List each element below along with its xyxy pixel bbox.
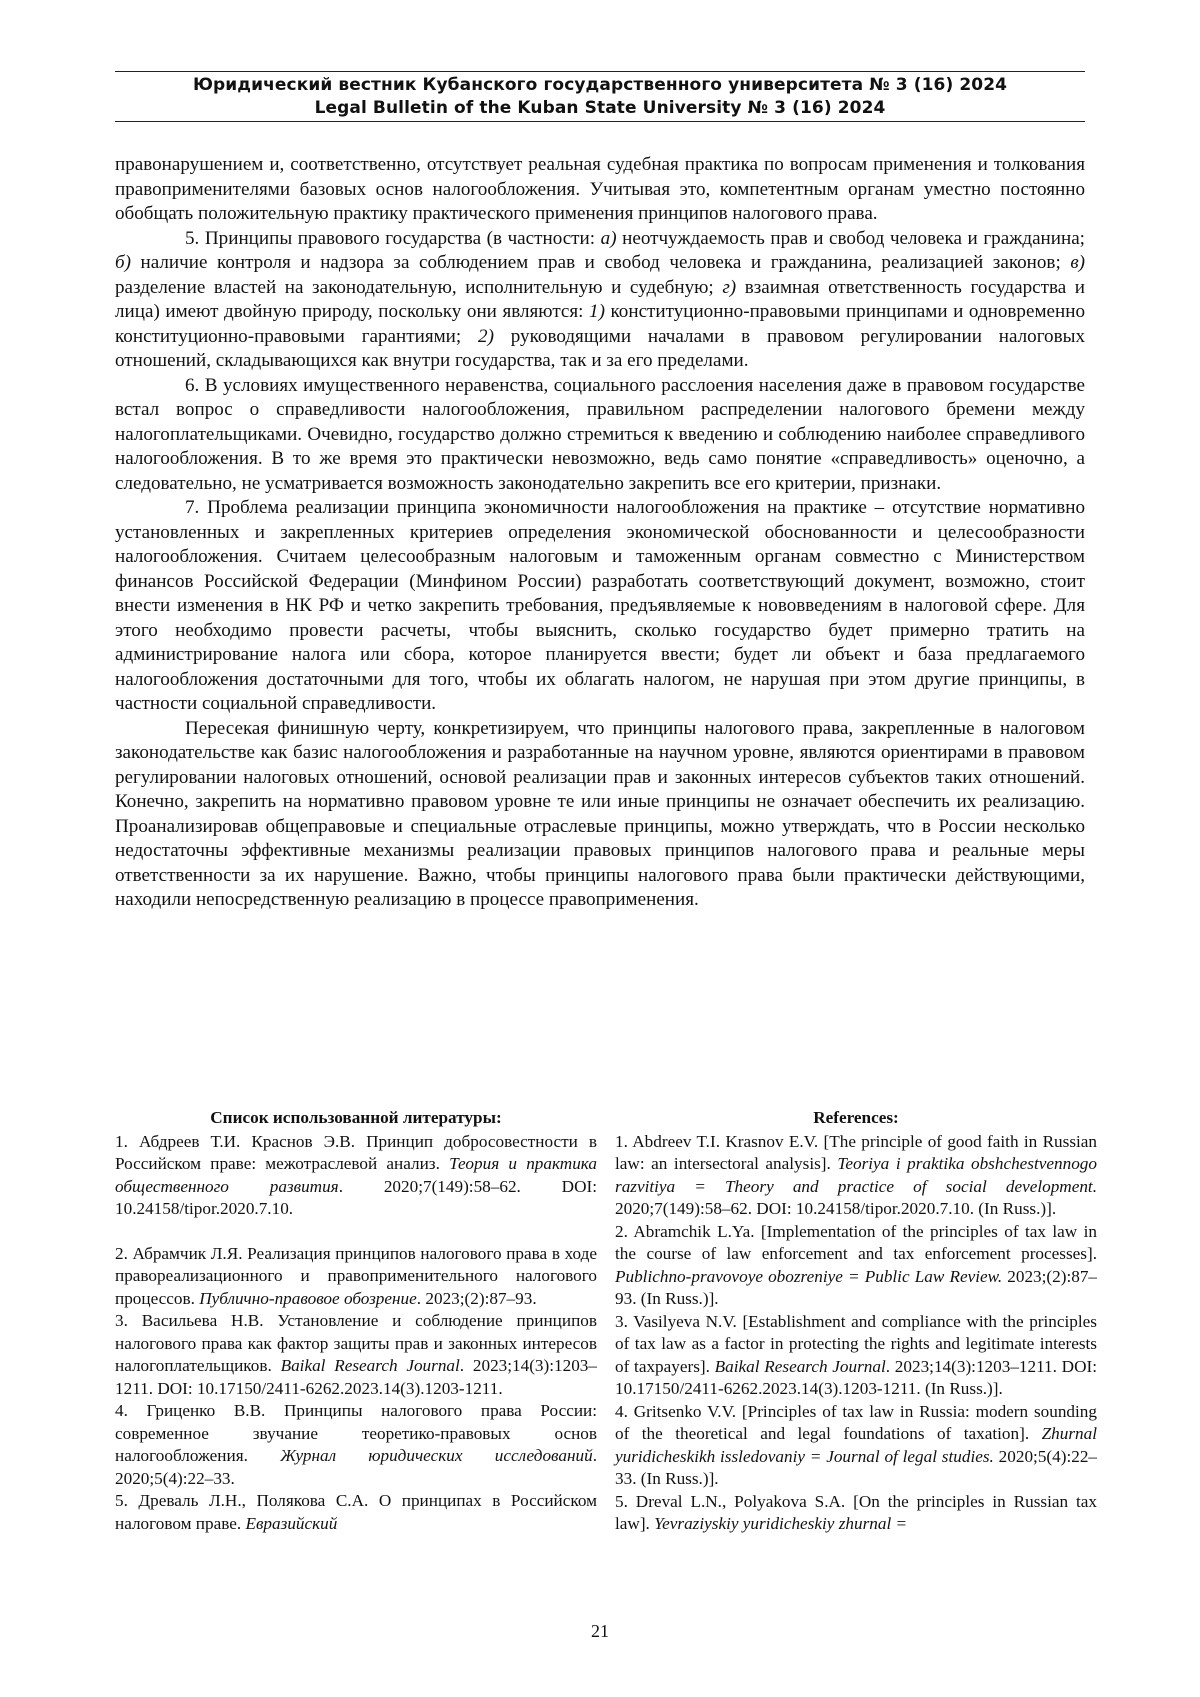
journal-title: Teoriya i praktika obshchestvennogo razvitiya = Theory and practice of social development. — [615, 1154, 1097, 1196]
text-run: 5. Dreval L.N., Polyakova S.A. [On the principles in Russian tax law]. — [615, 1491, 1097, 1533]
text-run: взаимная ответственность государства и лица) имеют двойную природу, поскольку они являются: — [115, 276, 1086, 322]
reference-en-5 — [615, 1491, 1097, 1536]
paragraph-principle-7: 7. Проблема реализации принципа экономичности налогообложения на практике – отсутствие нормативно установленных и закрепленных критериев определения экономической обоснованности и целесообразности налогообложения. Считаем целесообразным налоговым и таможенным органам совместно с Министерством финансов Российской Федерации (Минфином России) разработать соответствующий документ, возможно, стоит внести изменения в НК РФ и четко закрепить требования, предъявляемые к нововведениям в налоговой сфере. Для этого необходимо провести расчеты, чтобы выяснить, сколько государство будет примерно тратить на администрирование налога или сбора, которое планируется ввести; будет ли объект и база предлагаемого налогообложения достаточными для того, чтобы их облагать налогом, не нарушая при этом другие принципы, в частности социальной справедливости. — [115, 497, 1085, 714]
references-ru-column — [115, 1107, 597, 1535]
references-en-column — [615, 1107, 1097, 1536]
italic-marker: в) — [1070, 252, 1085, 273]
journal-title: Yevraziyskiy yuridicheskiy zhurnal = — [654, 1514, 908, 1533]
journal-title: Журнал юридических исследований — [280, 1446, 593, 1465]
paragraph-principle-5 — [115, 227, 1085, 374]
italic-marker: а) — [600, 227, 617, 249]
text-run: . 2020;7(149):58–62. DOI: 10.24158/tipor.2020.7.10. — [115, 1176, 597, 1218]
text-run: 2. Abramchik L.Ya. [Implementation of the principles of tax law in the course of law enforcement and tax enforcement processes]. — [615, 1221, 1097, 1263]
header-title-ru: Юридический вестник Кубанского государственного университета № 3 (16) 2024 — [192, 75, 1008, 95]
text-run: конституционно-правовыми принципами и одновременно конституционно-правовыми гарантиями; — [115, 301, 1085, 347]
journal-title: Publichno-pravovoye obozreniye = Public Law Review. — [615, 1266, 1003, 1286]
reference-en-3 — [615, 1311, 1097, 1401]
journal-title: Теория и практика общественного развития — [115, 1154, 597, 1196]
journal-title: Zhurnal yuridicheskikh issledovaniy = Journal of legal studies. — [615, 1424, 1097, 1466]
italic-marker: г) — [722, 276, 737, 298]
running-header — [115, 74, 1085, 120]
journal-title: Евразийский — [245, 1513, 338, 1533]
reference-ru-3 — [115, 1310, 597, 1400]
text-run: руководящими началами в правовом регулировании налоговых отношений, складывающихся как внутри государства, так и за его пределами. — [115, 325, 1085, 371]
reference-ru-2 — [115, 1243, 597, 1311]
text-run: 2. Абрамчик Л.Я. Реализация принципов налогового права в ходе правореализационного и правоприменительного налогового процессов. — [115, 1243, 597, 1308]
text-run: 4. Гриценко В.В. Принципы налогового права России: современное звучание теоретико-правовых основ налогообложения. — [115, 1401, 597, 1465]
header-top-rule — [115, 71, 1085, 72]
text-run: 5. Древаль Л.Н., Полякова С.А. О принципах в Российском налоговом праве. — [115, 1491, 597, 1533]
article-body — [115, 153, 1085, 913]
reference-en-1 — [615, 1131, 1097, 1221]
italic-marker: б) — [115, 252, 131, 273]
text-run: разделение властей на законодательную, исполнительную и судебную; — [115, 276, 723, 298]
reference-en-4 — [615, 1401, 1097, 1491]
references-ru-title: Список использованной литературы: — [210, 1108, 502, 1127]
text-run: 3. Васильева Н.В. Установление и соблюдение принципов налогового права как фактор защиты прав и законных интересов налогоплательщиков. — [115, 1311, 597, 1375]
reference-en-2 — [615, 1221, 1097, 1311]
text-run: 2023;(2):87–93. (In Russ.)]. — [615, 1266, 1098, 1308]
text-run: 2020;5(4):22–33. (In Russ.)]. — [615, 1446, 1098, 1488]
paragraph-principle-6: 6. В условиях имущественного неравенства, социального расслоения населения даже в правовом государстве встал вопрос о справедливости налогообложения, правильном распределении налогового бремени между налогоплательщиками. Очевидно, государство должно стремиться к введению и соблюдению наиболее справедливого налогообложения. В то же время это практически невозможно, ведь само понятие «справедливость» оценочно, а следовательно, не усматривается возможность законодательно закрепить все его критерии, признаки. — [115, 374, 1085, 494]
text-run: неотчуждаемость прав и свобод человека и гражданина; — [616, 227, 1085, 249]
text-run: 1. Abdreev T.I. Krasnov E.V. [The principle of good faith in Russian law: an intersectoral analysis]. — [615, 1131, 1097, 1173]
text-run: 4. Gritsenko V.V. [Principles of tax law in Russia: modern sounding of the theoretical and legal foundations of taxation]. — [615, 1401, 1097, 1443]
paragraph-continuation: правонарушением и, соответственно, отсутствует реальная судебная практика по вопросам применения и толкования правоприменителями базовых основ налогообложения. Учитывая это, компетентным органам уместно постоянно обобщать положительную практику практического применения принципов налогового права. — [115, 154, 1085, 224]
references-en-title: References: — [813, 1108, 899, 1127]
text-run: 2020;7(149):58–62. DOI: 10.24158/tipor.2020.7.10. (In Russ.)]. — [615, 1199, 1057, 1218]
spacer — [115, 1221, 597, 1243]
paragraph-conclusion: Пересекая финишную черту, конкретизируем, что принципы налогового права, закрепленные в налоговом законодательстве как базис налогообложения и разработанные на научном уровне, являются ориентирами в правовом регулировании налоговых отношений, основой реализации прав и законных интересов субъектов таких отношений. Конечно, закрепить на нормативно правовом уровне те или иные принципы не означает обеспечить их реализацию. Проанализировав общеправовые и специальные отраслевые принципы, можно утверждать, что в России несколько недостаточны эффективные механизмы реализации правовых принципов налогового права и реальные меры ответственности за их нарушение. Важно, чтобы принципы налогового права были практически действующими, находили непосредственную реализацию в процессе правоприменения. — [115, 717, 1085, 910]
text-run: 1. Абдреев Т.И. Краснов Э.В. Принцип добросовестности в Российском праве: межотраслевой анализ. — [115, 1131, 597, 1173]
reference-ru-4 — [115, 1400, 597, 1490]
page-number: 21 — [591, 1621, 609, 1641]
text-run: . 2023;(2):87–93. — [416, 1288, 537, 1308]
text-run: наличие контроля и надзора за соблюдением прав и свобод человека и гражданина, реализацией законов; — [130, 252, 1071, 273]
journal-title: Публично-правовое обозрение — [199, 1288, 417, 1308]
journal-title: Baikal Research Journal — [280, 1356, 460, 1375]
header-title-en: Legal Bulletin of the Kuban State University № 3 (16) 2024 — [314, 98, 886, 118]
text-run: 5. Принципы правового государства (в частности: — [185, 227, 601, 249]
italic-marker: 2) — [478, 325, 494, 347]
text-run: 3. Vasilyeva N.V. [Establishment and compliance with the principles of tax law as a factor in protecting the rights and legitimate interests of taxpayers]. — [615, 1311, 1097, 1376]
text-run: . 2023;14(3):1203–1211. DOI: 10.17150/2411-6262.2023.14(3).1203-1211. (In Russ.)]. — [615, 1356, 1097, 1398]
text-run: . 2023;14(3):1203–1211. DOI: 10.17150/2411-6262.2023.14(3).1203-1211. — [115, 1356, 597, 1398]
header-bottom-rule — [115, 121, 1085, 122]
journal-title: Baikal Research Journal — [714, 1356, 886, 1376]
reference-ru-5 — [115, 1490, 597, 1535]
reference-ru-1 — [115, 1131, 597, 1221]
text-run: . 2020;5(4):22–33. — [115, 1446, 597, 1488]
italic-marker: 1) — [589, 301, 605, 322]
